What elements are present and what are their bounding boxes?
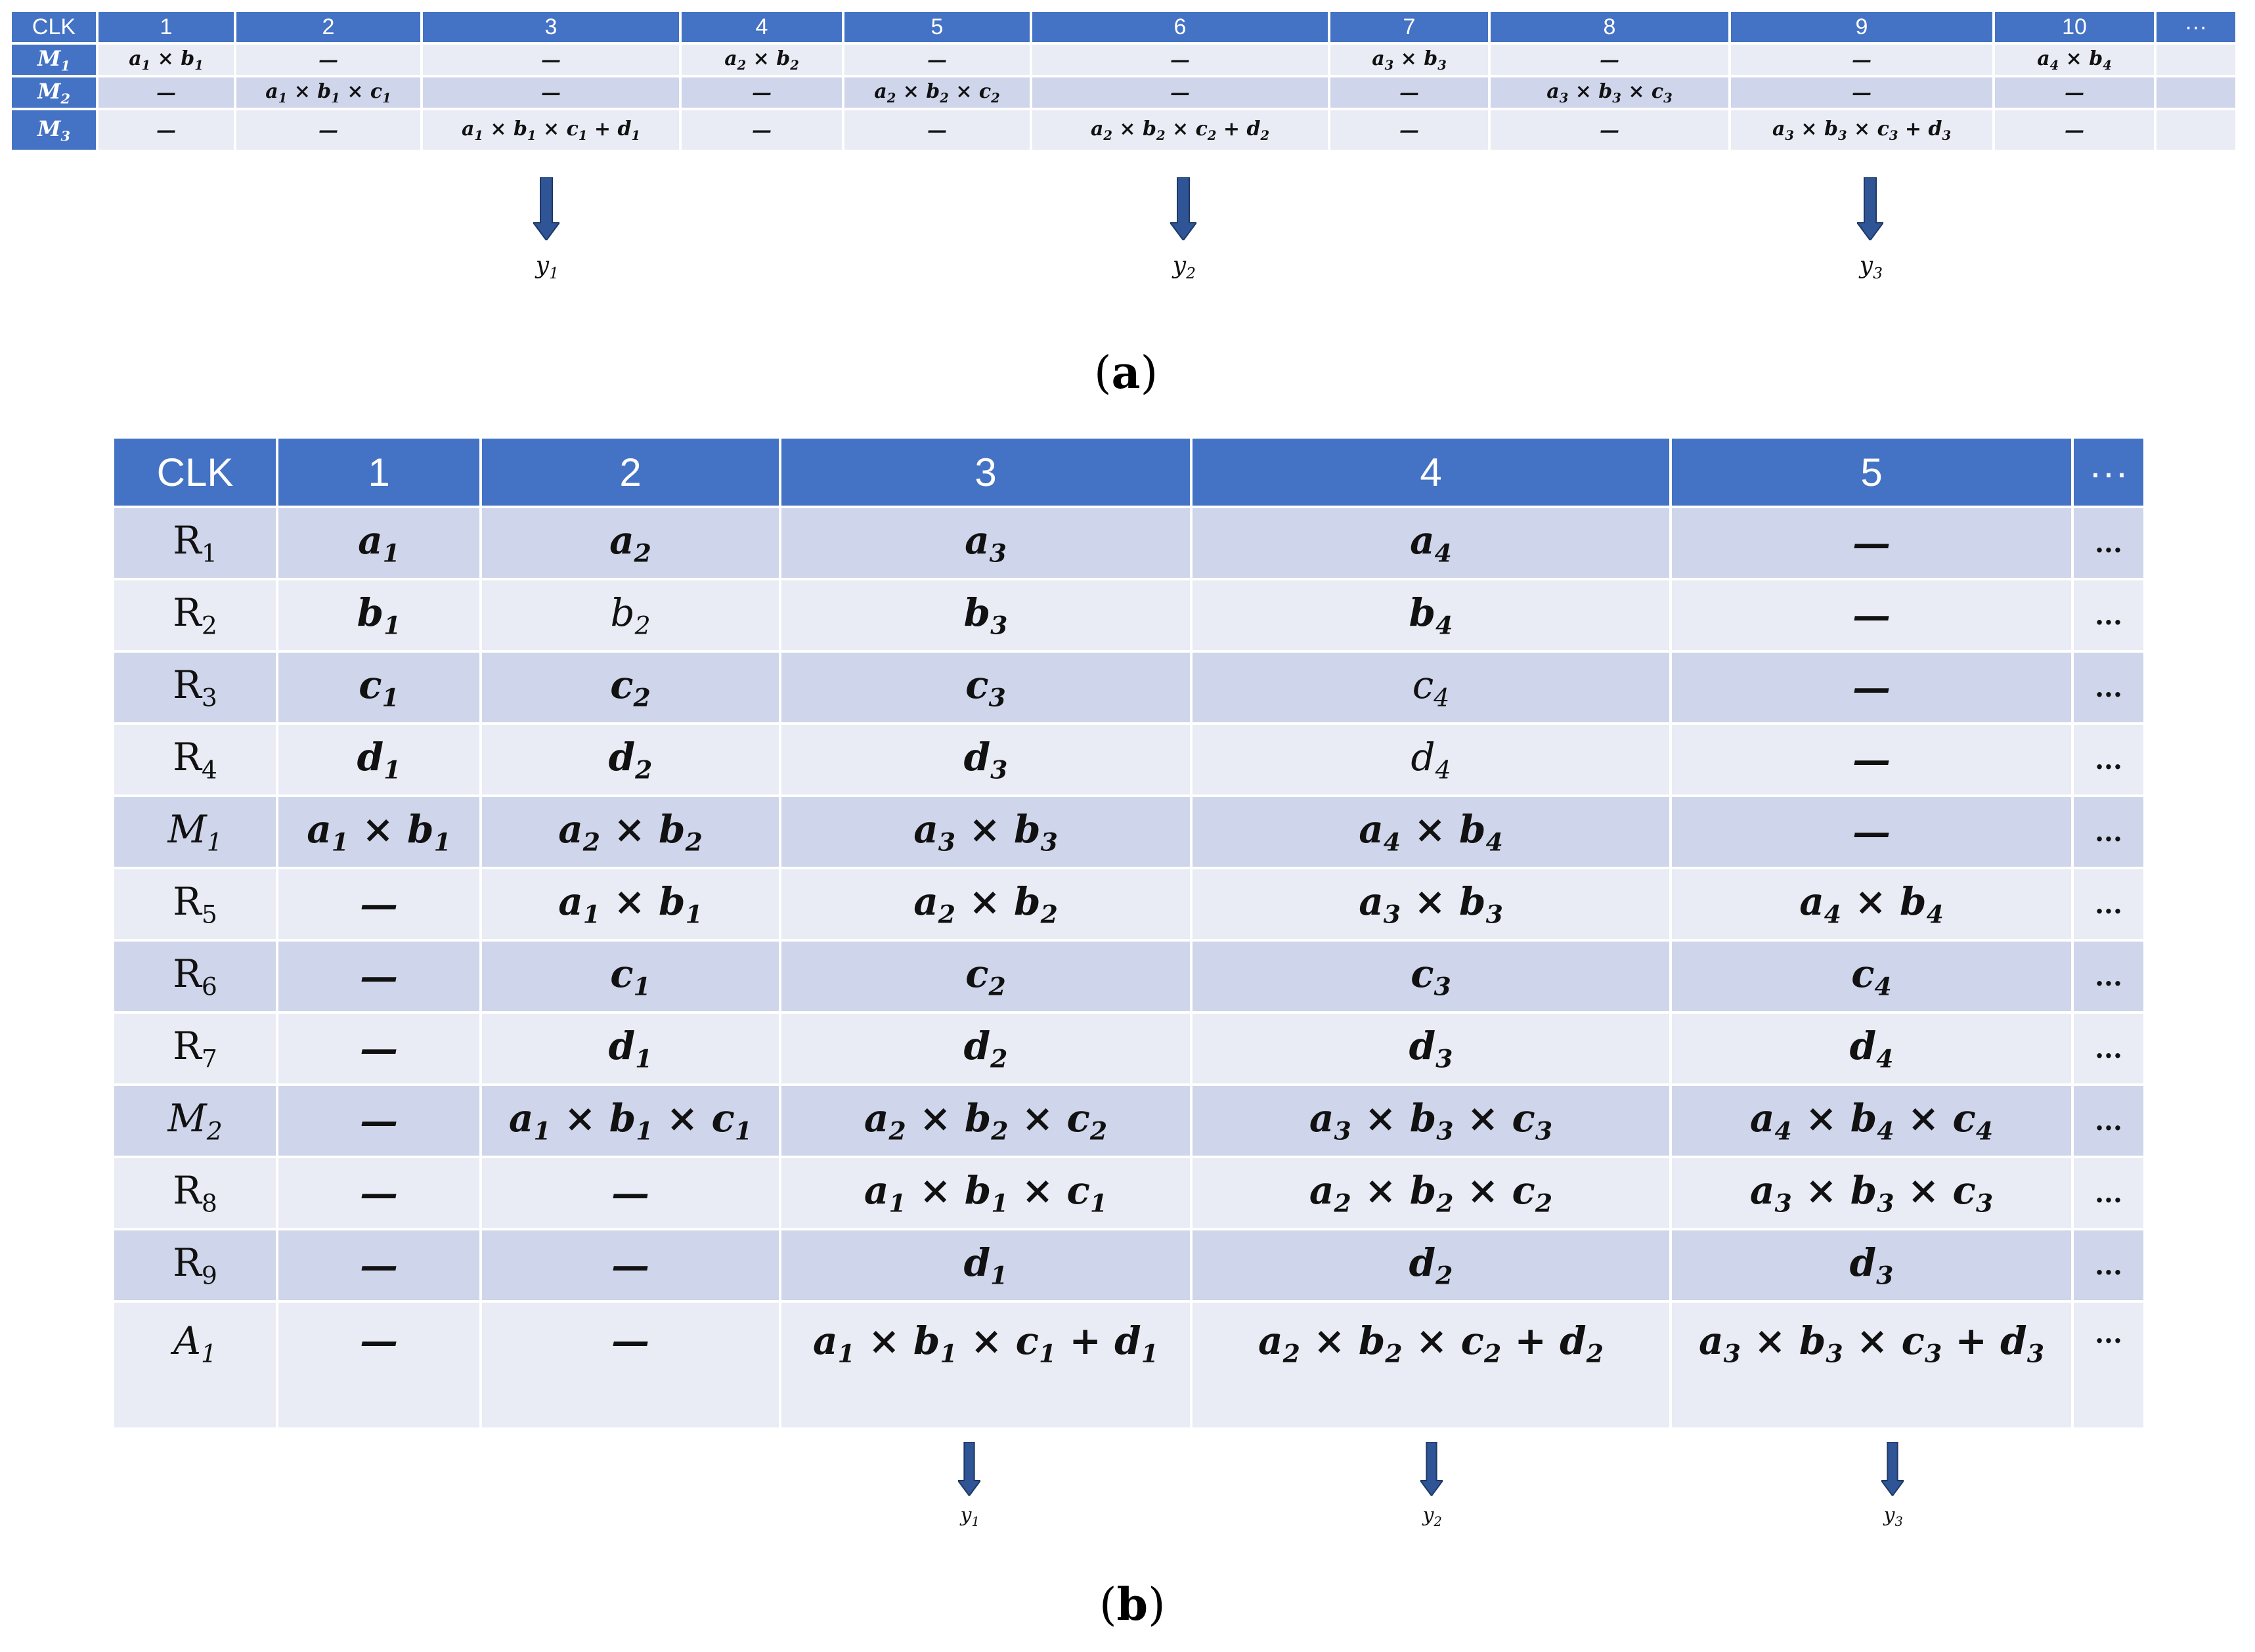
cell: $a_2 \times b_2$ bbox=[482, 797, 779, 867]
cell: ... bbox=[2074, 797, 2143, 867]
cell: $d_4$ bbox=[1193, 725, 1669, 794]
cell: — bbox=[1731, 77, 1992, 108]
clk-cycle-2: 2 bbox=[236, 12, 420, 42]
cell: $d_2$ bbox=[1193, 1230, 1669, 1300]
row-label-r3: $R_3$ bbox=[114, 653, 276, 722]
cell: $c_1$ bbox=[278, 653, 479, 722]
output-y3: $y_3$ bbox=[1883, 1504, 1903, 1529]
table-b-row-r9 bbox=[114, 1230, 2143, 1300]
cell: — bbox=[278, 1158, 479, 1228]
row-label-r7: $R_7$ bbox=[114, 1014, 276, 1083]
cell: $c_4$ bbox=[1672, 942, 2071, 1011]
table-b-row-m2 bbox=[114, 1086, 2143, 1156]
output-y1: $y_1$ bbox=[535, 252, 559, 283]
cell: ... bbox=[2074, 580, 2143, 650]
row-label-r6: $R_6$ bbox=[114, 942, 276, 1011]
cell: $a_1 \times b_1 \times c_1 + d_1$ bbox=[423, 110, 679, 150]
table-b-row-r2 bbox=[114, 580, 2143, 650]
cell: $a_2 \times b_2 \times c_2 + d_2$ bbox=[1193, 1303, 1669, 1427]
cell: $a_1 \times b_1 \times c_1$ bbox=[781, 1158, 1190, 1228]
cell: — bbox=[682, 77, 842, 108]
cell: — bbox=[844, 110, 1030, 150]
cell: $b_1$ bbox=[278, 580, 479, 650]
cell: $a_1 \times b_1 \times c_1$ bbox=[236, 77, 420, 108]
cell: ... bbox=[2074, 942, 2143, 1011]
row-label-m1: $M_1$ bbox=[12, 45, 96, 75]
cell: $d_1$ bbox=[781, 1230, 1190, 1300]
table-a-header-row bbox=[12, 12, 2235, 42]
clk-header: CLK bbox=[114, 439, 276, 506]
clk-cycle-5: 5 bbox=[844, 12, 1030, 42]
cell: ... bbox=[2074, 1303, 2143, 1427]
cell: ... bbox=[2074, 508, 2143, 578]
output-y3: $y_3$ bbox=[1859, 252, 1883, 283]
output-y1: $y_1$ bbox=[960, 1504, 980, 1529]
cell: $c_3$ bbox=[1193, 942, 1669, 1011]
table-a-row-m1 bbox=[12, 45, 2235, 75]
cell: ... bbox=[2074, 1230, 2143, 1300]
clk-cycle-6: 6 bbox=[1032, 12, 1328, 42]
cell: ... bbox=[2074, 1014, 2143, 1083]
cell: $a_3 \times b_3 \times c_3 + d_3$ bbox=[1672, 1303, 2071, 1427]
clk-cycle-1: 1 bbox=[99, 12, 234, 42]
cell: $a_1 \times b_1 \times c_1 + d_1$ bbox=[781, 1303, 1190, 1427]
cell: — bbox=[278, 869, 479, 939]
clk-cycle-4: 4 bbox=[682, 12, 842, 42]
cell: — bbox=[1330, 110, 1488, 150]
row-label-m2: $M_2$ bbox=[12, 77, 96, 108]
cell: $a_2$ bbox=[482, 508, 779, 578]
cell: — bbox=[1032, 45, 1328, 75]
cell: — bbox=[844, 45, 1030, 75]
row-label-r9: $R_9$ bbox=[114, 1230, 276, 1300]
cell: — bbox=[236, 45, 420, 75]
cell: — bbox=[1995, 110, 2154, 150]
table-b-row-r6 bbox=[114, 942, 2143, 1011]
cell: — bbox=[1491, 45, 1728, 75]
cell: $c_3$ bbox=[781, 653, 1190, 722]
down-arrow-icon bbox=[1170, 177, 1196, 240]
cell: $a_4 \times b_4$ bbox=[1193, 797, 1669, 867]
cell: — bbox=[1672, 797, 2071, 867]
cell: $a_3 \times b_3$ bbox=[781, 797, 1190, 867]
cell: $c_4$ bbox=[1193, 653, 1669, 722]
cell: $a_3$ bbox=[781, 508, 1190, 578]
clk-cycle-7: 7 bbox=[1330, 12, 1488, 42]
table-a-row-m3 bbox=[12, 110, 2235, 150]
table-b-row-a1 bbox=[114, 1303, 2143, 1427]
row-label-r1: $R_1$ bbox=[114, 508, 276, 578]
cell: — bbox=[1330, 77, 1488, 108]
cell: $c_2$ bbox=[482, 653, 779, 722]
cell: $a_2 \times b_2$ bbox=[781, 869, 1190, 939]
cell: $a_3 \times b_3$ bbox=[1193, 869, 1669, 939]
clk-cycle-6: ··· bbox=[2074, 439, 2143, 506]
cell: — bbox=[682, 110, 842, 150]
clk-cycle-4: 4 bbox=[1193, 439, 1669, 506]
pipeline-table-a bbox=[9, 9, 2238, 152]
table-b-row-r7 bbox=[114, 1014, 2143, 1083]
cell: — bbox=[278, 942, 479, 1011]
cell: $b_3$ bbox=[781, 580, 1190, 650]
cell: — bbox=[99, 77, 234, 108]
cell: — bbox=[1672, 653, 2071, 722]
cell: $a_1 \times b_1$ bbox=[278, 797, 479, 867]
cell: $d_1$ bbox=[278, 725, 479, 794]
cell: — bbox=[423, 45, 679, 75]
cell: $a_3 \times b_3 \times c_3$ bbox=[1491, 77, 1728, 108]
table-b-row-r4 bbox=[114, 725, 2143, 794]
cell: — bbox=[236, 110, 420, 150]
cell: $a_2 \times b_2 \times c_2$ bbox=[781, 1086, 1190, 1156]
clk-cycle-3: 3 bbox=[781, 439, 1190, 506]
cell: ... bbox=[2074, 725, 2143, 794]
clk-cycle-1: 1 bbox=[278, 439, 479, 506]
cell: ... bbox=[2074, 1158, 2143, 1228]
table-b-row-r5 bbox=[114, 869, 2143, 939]
cell: — bbox=[1491, 110, 1728, 150]
cell: $a_1 \times b_1$ bbox=[99, 45, 234, 75]
table-b-row-m1 bbox=[114, 797, 2143, 867]
cell bbox=[2156, 110, 2235, 150]
clk-cycle-2: 2 bbox=[482, 439, 779, 506]
cell: $d_1$ bbox=[482, 1014, 779, 1083]
cell: — bbox=[1672, 725, 2071, 794]
cell: $c_2$ bbox=[781, 942, 1190, 1011]
cell: $a_4 \times b_4 \times c_4$ bbox=[1672, 1086, 2071, 1156]
clk-cycle-9: 9 bbox=[1731, 12, 1992, 42]
clk-cycle-5: 5 bbox=[1672, 439, 2071, 506]
cell: $d_2$ bbox=[482, 725, 779, 794]
output-y2: $y_2$ bbox=[1422, 1504, 1442, 1529]
output-y2: $y_2$ bbox=[1172, 252, 1196, 283]
table-b-row-r1 bbox=[114, 508, 2143, 578]
down-arrow-icon bbox=[533, 177, 559, 240]
table-b-header-row bbox=[114, 439, 2143, 506]
row-label-r8: $R_8$ bbox=[114, 1158, 276, 1228]
caption-a: (a) bbox=[1094, 347, 1158, 399]
cell: — bbox=[482, 1230, 779, 1300]
cell: $d_3$ bbox=[1193, 1014, 1669, 1083]
row-label-r5: $R_5$ bbox=[114, 869, 276, 939]
cell: — bbox=[423, 77, 679, 108]
row-label-m1: $M_1$ bbox=[114, 797, 276, 867]
table-b-row-r3 bbox=[114, 653, 2143, 722]
cell: — bbox=[278, 1086, 479, 1156]
row-label-r2: $R_2$ bbox=[114, 580, 276, 650]
row-label-a1: $A_1$ bbox=[114, 1303, 276, 1427]
table-b-row-r8 bbox=[114, 1158, 2143, 1228]
cell: $a_2 \times b_2 \times c_2$ bbox=[844, 77, 1030, 108]
cell: $d_3$ bbox=[781, 725, 1190, 794]
cell: $a_2 \times b_2 \times c_2$ bbox=[1193, 1158, 1669, 1228]
cell: ... bbox=[2074, 653, 2143, 722]
cell: ... bbox=[2074, 869, 2143, 939]
clk-cycle-3: 3 bbox=[423, 12, 679, 42]
cell: — bbox=[1731, 45, 1992, 75]
down-arrow-icon bbox=[1881, 1442, 1904, 1496]
cell: $a_1 \times b_1$ bbox=[482, 869, 779, 939]
clk-header: CLK bbox=[12, 12, 96, 42]
cell: $a_2 \times b_2$ bbox=[682, 45, 842, 75]
cell: $a_4$ bbox=[1193, 508, 1669, 578]
row-label-m2: $M_2$ bbox=[114, 1086, 276, 1156]
clk-cycle-8: 8 bbox=[1491, 12, 1728, 42]
table-a-row-m2 bbox=[12, 77, 2235, 108]
cell: $d_2$ bbox=[781, 1014, 1190, 1083]
cell: — bbox=[1032, 77, 1328, 108]
cell: — bbox=[278, 1014, 479, 1083]
down-arrow-icon bbox=[1857, 177, 1883, 240]
caption-b: (b) bbox=[1099, 1578, 1166, 1631]
cell: $a_4 \times b_4$ bbox=[1995, 45, 2154, 75]
cell: — bbox=[482, 1158, 779, 1228]
cell: — bbox=[99, 110, 234, 150]
row-label-m3: $M_3$ bbox=[12, 110, 96, 150]
cell: $b_2$ bbox=[482, 580, 779, 650]
cell bbox=[2156, 45, 2235, 75]
cell: — bbox=[278, 1303, 479, 1427]
cell: $b_4$ bbox=[1193, 580, 1669, 650]
cell: — bbox=[278, 1230, 479, 1300]
cell: $a_3 \times b_3$ bbox=[1330, 45, 1488, 75]
clk-cycle-11: ··· bbox=[2156, 12, 2235, 42]
cell: $a_1 \times b_1 \times c_1$ bbox=[482, 1086, 779, 1156]
cell: $a_3 \times b_3 \times c_3$ bbox=[1672, 1158, 2071, 1228]
cell: — bbox=[482, 1303, 779, 1427]
pipeline-table-b bbox=[112, 436, 2146, 1430]
clk-cycle-10: 10 bbox=[1995, 12, 2154, 42]
cell: — bbox=[1672, 580, 2071, 650]
cell: $a_3 \times b_3 \times c_3$ bbox=[1193, 1086, 1669, 1156]
cell: $a_1$ bbox=[278, 508, 479, 578]
cell: $a_4 \times b_4$ bbox=[1672, 869, 2071, 939]
cell: — bbox=[1995, 77, 2154, 108]
down-arrow-icon bbox=[1420, 1442, 1443, 1496]
cell bbox=[2156, 77, 2235, 108]
cell: — bbox=[1672, 508, 2071, 578]
cell: $c_1$ bbox=[482, 942, 779, 1011]
cell: $d_4$ bbox=[1672, 1014, 2071, 1083]
cell: $a_3 \times b_3 \times c_3 + d_3$ bbox=[1731, 110, 1992, 150]
row-label-r4: $R_4$ bbox=[114, 725, 276, 794]
down-arrow-icon bbox=[958, 1442, 980, 1496]
cell: ... bbox=[2074, 1086, 2143, 1156]
cell: $d_3$ bbox=[1672, 1230, 2071, 1300]
cell: $a_2 \times b_2 \times c_2 + d_2$ bbox=[1032, 110, 1328, 150]
